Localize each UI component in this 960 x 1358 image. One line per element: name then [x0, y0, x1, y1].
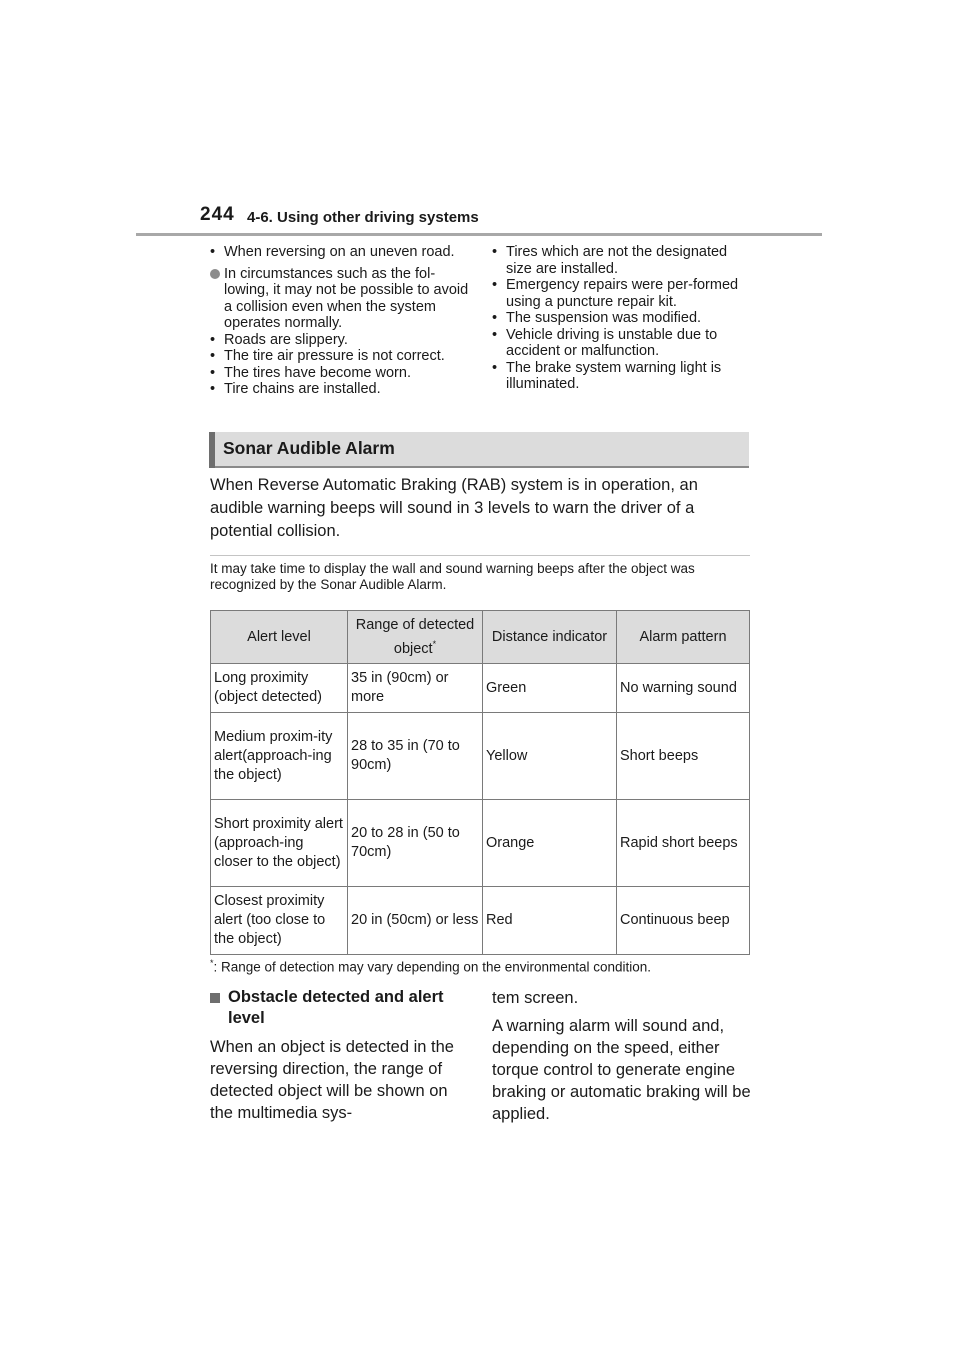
table-cell: 20 to 28 in (50 to 70cm): [348, 800, 483, 887]
right-column: [492, 244, 756, 393]
subsection-title: [210, 987, 472, 1029]
table-cell: 35 in (90cm) or more: [348, 664, 483, 713]
note-rule: [210, 555, 750, 556]
column-header: Range of detected object*: [348, 611, 483, 664]
list-item: • The suspension was modified.: [492, 310, 756, 327]
table-row: [211, 887, 750, 955]
table-cell: Short beeps: [617, 713, 750, 800]
section-title: 4-6. Using other driving systems: [247, 209, 479, 226]
table-row: [211, 713, 750, 800]
list-item: • Emergency repairs were per-formed using a puncture repair kit.: [492, 277, 756, 310]
footnote-mark: *: [210, 958, 214, 968]
table-cell: Closest proximity alert (too close to the object): [211, 887, 348, 955]
list-item: • The brake system warning light is illuminated.: [492, 360, 756, 393]
table-row: [211, 664, 750, 713]
table-cell: Green: [483, 664, 617, 713]
table-cell: Continuous beep: [617, 887, 750, 955]
table-cell: Yellow: [483, 713, 617, 800]
column-header: Alert level: [211, 611, 348, 664]
table-header-row: [211, 611, 750, 664]
subsection-paragraph: When an object is detected in the reversing direction, the range of detected object will be shown on the multimedia sys-: [210, 1038, 454, 1122]
header-rule: [136, 233, 822, 236]
table-cell: 20 in (50cm) or less: [348, 887, 483, 955]
subsection-title-text: Obstacle detected and alert level: [228, 988, 444, 1027]
circle-bullet-icon: [210, 269, 220, 279]
section-heading-text: Sonar Audible Alarm: [223, 438, 395, 458]
footnote: *: Range of detection may vary depending on the environmental condition.: [210, 958, 652, 975]
table-cell: Orange: [483, 800, 617, 887]
table-row: [211, 800, 750, 887]
circle-list-item: In circumstances such as the fol-lowing, it may not be possible to avoid a collision even when the system operates normally.: [210, 266, 472, 332]
heading-accent-bar: [209, 432, 215, 468]
table-cell: Red: [483, 887, 617, 955]
list-item: • Roads are slippery.: [210, 332, 472, 349]
paragraph: A warning alarm will sound and, depending on the speed, either torque control to generate engine braking or automatic braking will be applied.: [492, 1017, 751, 1123]
list-item: • The tire air pressure is not correct.: [210, 348, 472, 365]
list-item: • Tires which are not the designated size are installed.: [492, 244, 756, 277]
list-item: • When reversing on an uneven road.: [210, 244, 472, 261]
list-item: • Vehicle driving is unstable due to accident or malfunction.: [492, 327, 756, 360]
subsection-paragraph-2: [492, 987, 754, 1125]
table-cell: Rapid short beeps: [617, 800, 750, 887]
left-column: [210, 244, 472, 398]
section-heading: [209, 432, 749, 468]
note-paragraph: It may take time to display the wall and sound warning beeps after the object was recognized by the Sonar Audible Alarm.: [210, 561, 695, 592]
table-cell: Long proximity (object detected): [211, 664, 348, 713]
footnote-mark: *: [432, 638, 437, 649]
table-cell: Medium proxim-ity alert(approach-ing the object): [211, 713, 348, 800]
list-item: • Tire chains are installed.: [210, 381, 472, 398]
intro-paragraph: When Reverse Automatic Braking (RAB) system is in operation, an audible warning beeps will sound in 3 levels to warn the driver of a potential collision.: [210, 476, 698, 540]
page-number: 244: [200, 204, 235, 225]
table-cell: 28 to 35 in (70 to 90cm): [348, 713, 483, 800]
paragraph-continuation: tem screen.: [492, 989, 579, 1007]
square-bullet-icon: [210, 993, 220, 1003]
list-item: • The tires have become worn.: [210, 365, 472, 382]
table-cell: No warning sound: [617, 664, 750, 713]
column-header: Alarm pattern: [617, 611, 750, 664]
table-cell: Short proximity alert (approach-ing closer to the object): [211, 800, 348, 887]
alarm-table: [210, 610, 750, 955]
column-header: Distance indicator: [483, 611, 617, 664]
